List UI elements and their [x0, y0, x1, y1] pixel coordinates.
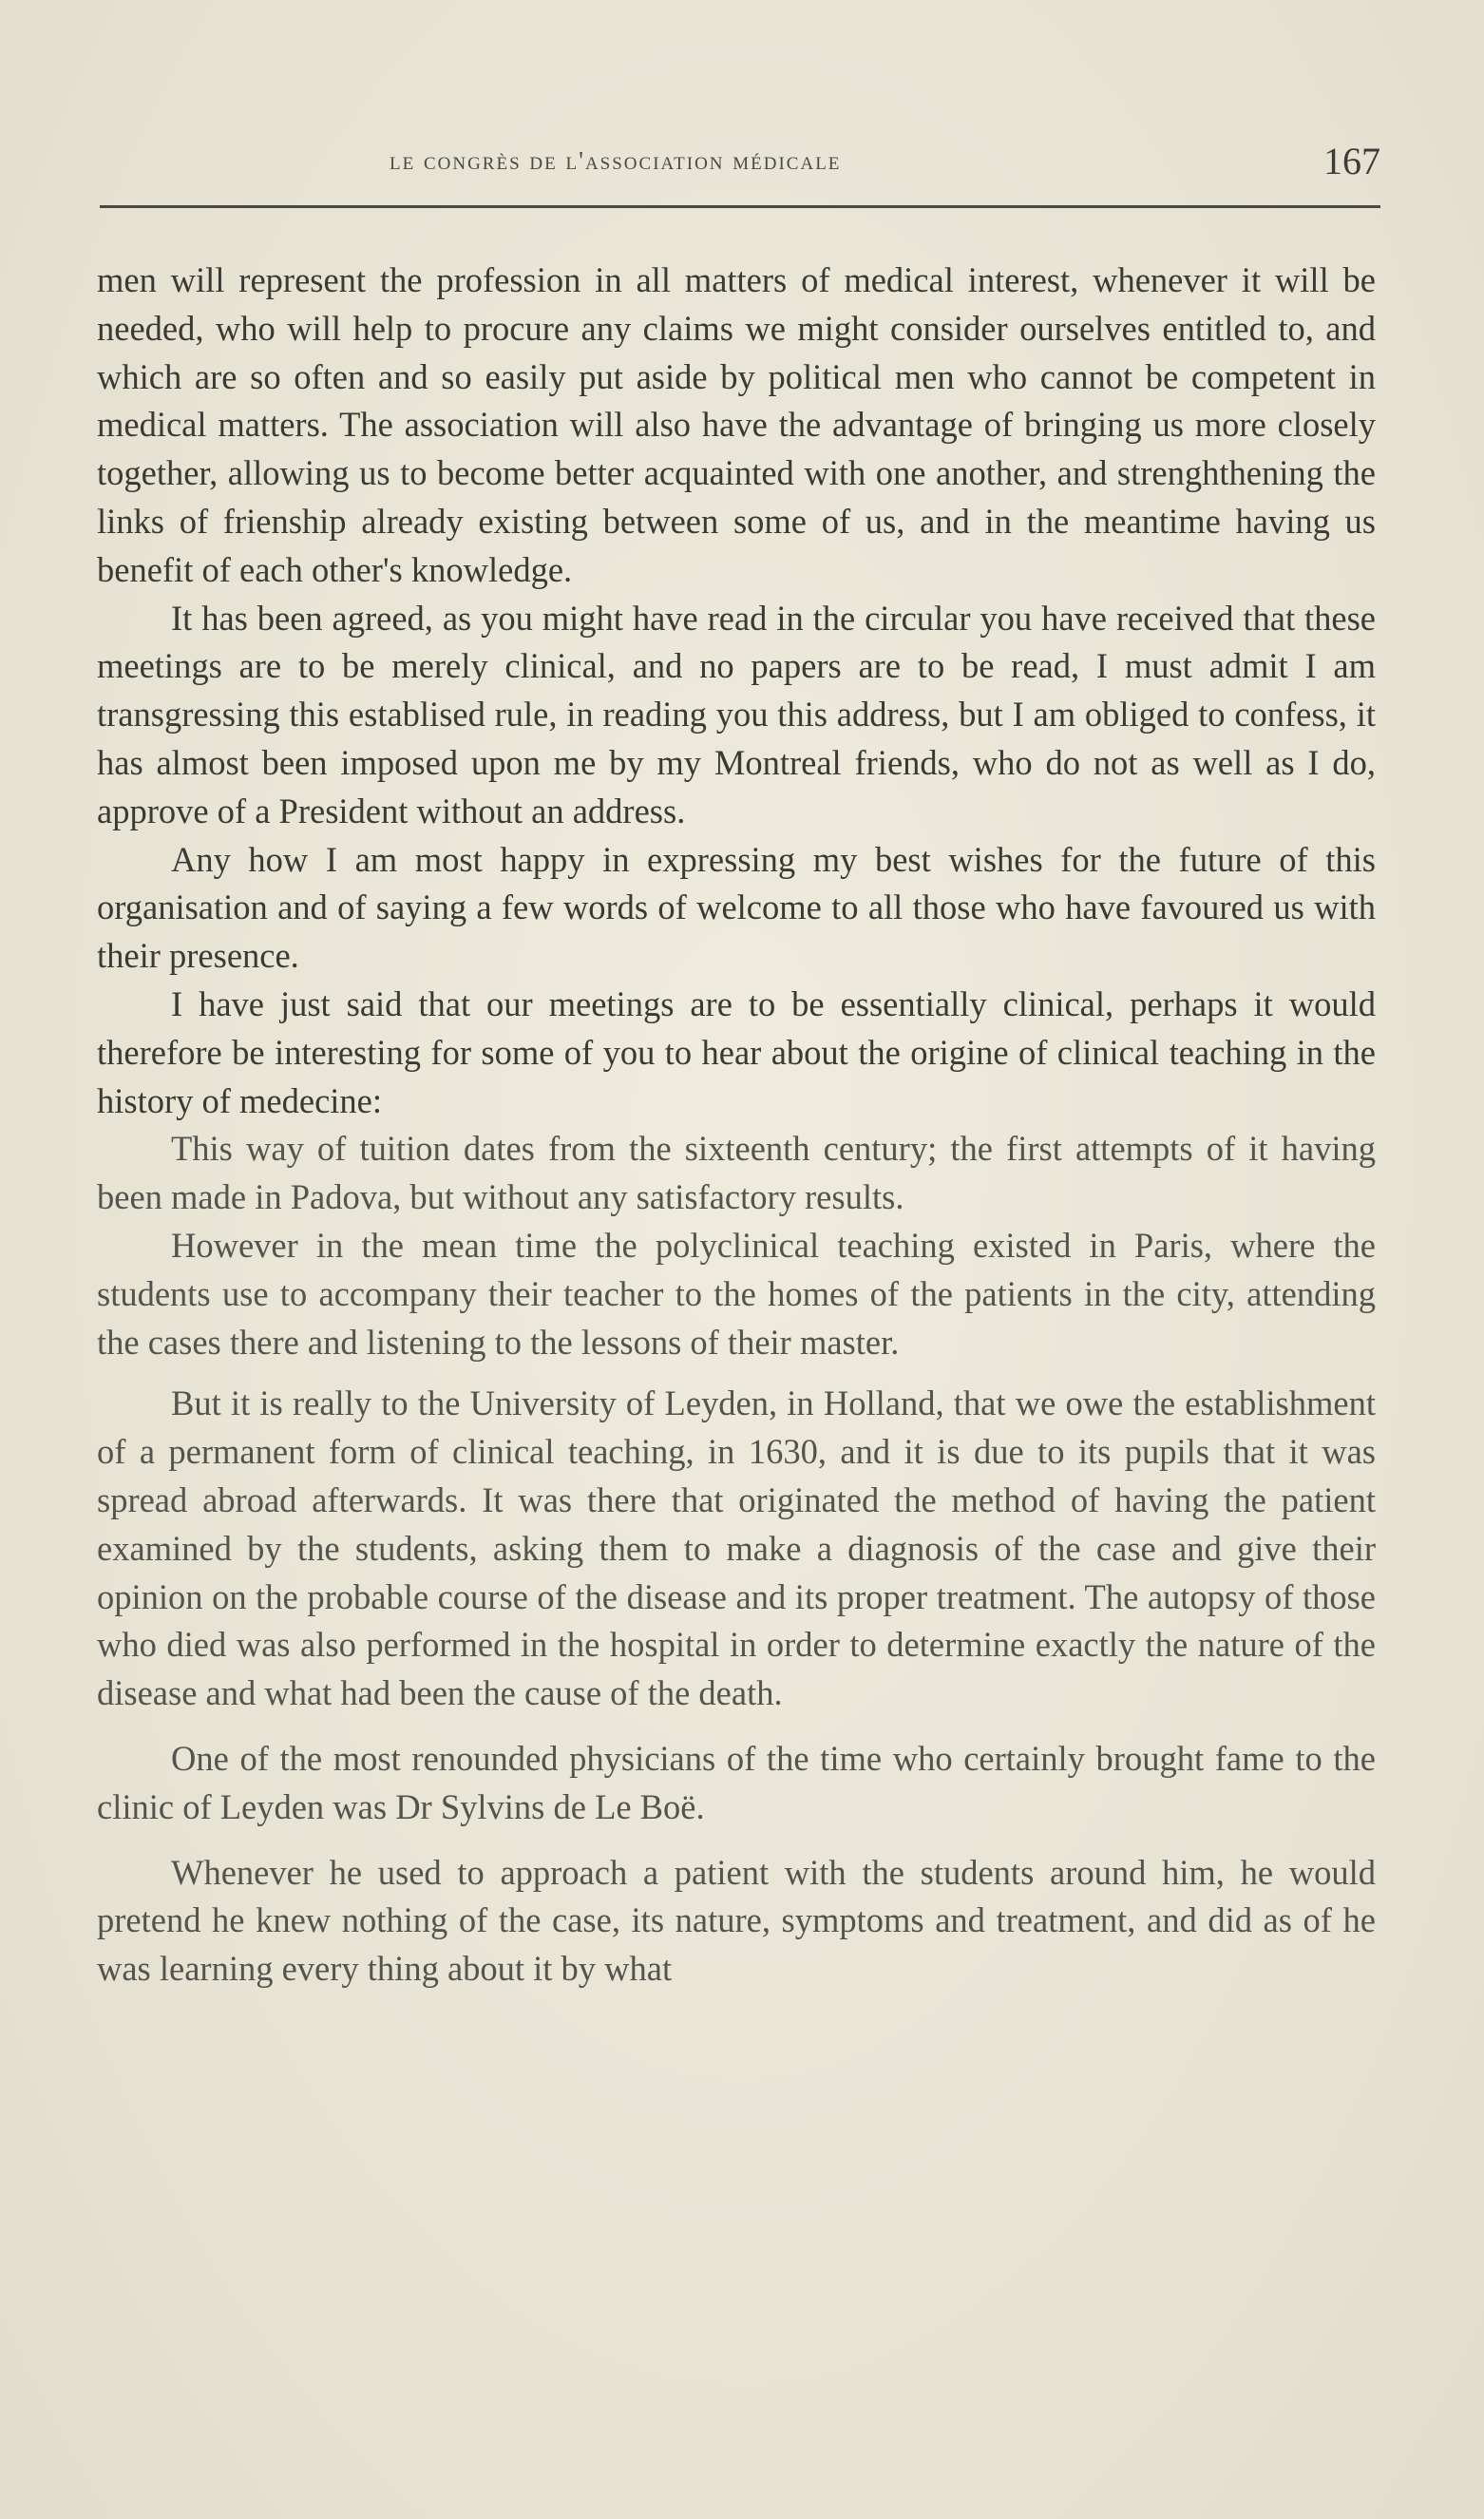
- paragraph-7: But it is really to the University of Leyden, in Holland, that we owe the establishment of a permanent form of clinical teaching, in 1630, and it is due to its pupils that it was spread abroad afterwards. It was there that originated the method of having the patient examined by the students, asking them to make a diagnosis of the case and give their opinion on the probable course of the disease and its proper treatment. The autopsy of those who died was also performed in the hospital in order to determine exactly the nature of the disease and what had been the cause of the death.: [97, 1384, 1376, 1713]
- paragraph-8: One of the most renounded physicians of the time who certainly brought fame to the clinic of Leyden was Dr Sylvins de Le Boë.: [97, 1738, 1376, 1826]
- paragraph-5: This way of tuition dates from the sixteenth century; the first attempts of it having been made in Padova, but without any satisfactory results.: [97, 1129, 1376, 1217]
- paragraph-9: Whenever he used to approach a patient with the students around him, he would pretend he knew nothing of the case, its nature, symptoms and treatment, and did as of he was learning every thing about it by what: [97, 1852, 1376, 1989]
- paragraph-3: Any how I am most happy in expressing my best wishes for the future of this organisation and of saying a few words of welcome to all those who have favoured us with their presence.: [97, 839, 1376, 976]
- header-rule: [100, 205, 1380, 208]
- paragraph-4: I have just said that our meetings are to be essentially clinical, perhaps it would therefore be interesting for some of you to hear about the origine of clinical teaching in the history of medecine:: [97, 983, 1376, 1120]
- paragraph-1: men will represent the profession in all matters of medical interest, whenever it will be needed, who will help to procure any claims we might consider ourselves entitled to, and which are so often and so easily put aside by political men who cannot be competent in medical matters. The association will also have the advantage of bringing us more closely together, allowing us to become better acquainted with one another, and strenghthening the links of frienship already existing between some of us, and in the meantime having us benefit of each other's knowledge.: [97, 260, 1376, 589]
- paragraph-6: However in the mean time the polyclinical teaching existed in Paris, where the students use to accompany their teacher to the homes of the patients in the city, attending the cases there and listening to the lessons of their master.: [97, 1225, 1376, 1362]
- body-text: [97, 257, 1376, 1994]
- page-number: 167: [1323, 140, 1380, 182]
- running-title: le congrès de l'association médicale: [390, 146, 842, 175]
- paragraph-2: It has been agreed, as you might have read in the circular you have received that these meetings are to be merely clinical, and no papers are to be read, I must admit I am transgressing this establised rule, in reading you this address, but I am obliged to confess, it has almost been imposed upon me by my Montreal friends, who do not as well as I do, approve of a President without an address.: [97, 598, 1376, 830]
- running-head: [100, 139, 1380, 186]
